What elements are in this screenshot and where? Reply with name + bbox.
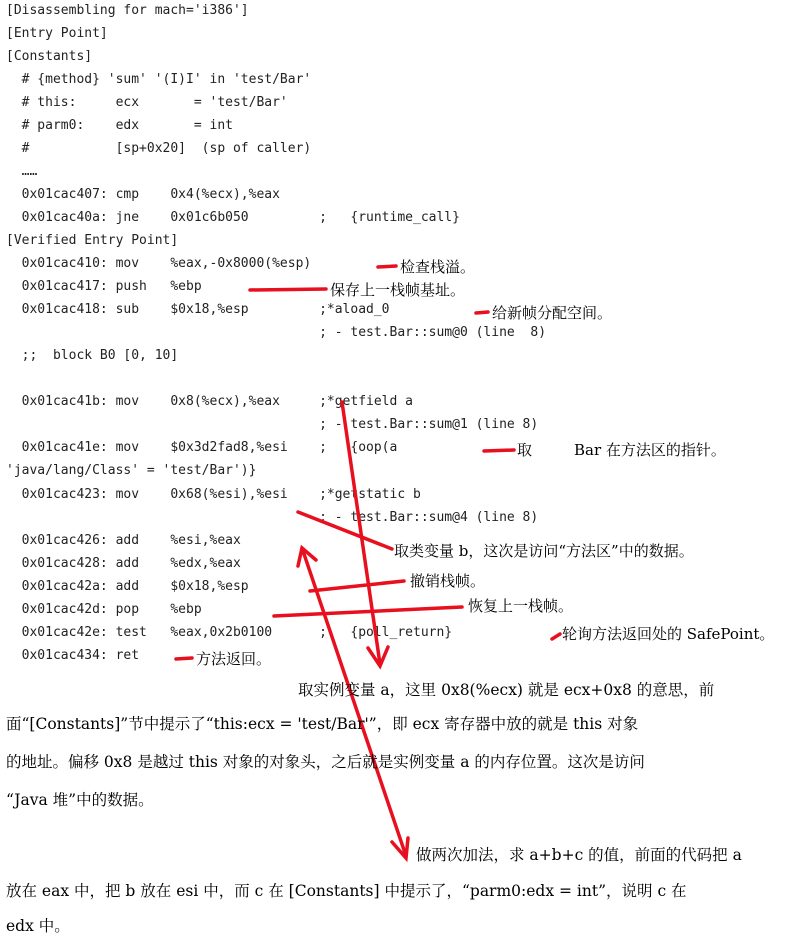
code-line: ; - test.Bar::sum@1 (line 8) bbox=[6, 417, 539, 432]
annotation-undo-frame: 撤销栈帧。 bbox=[410, 572, 486, 590]
code-line: ; - test.Bar::sum@0 (line 8) bbox=[6, 325, 547, 340]
annotation-get-ptr-b: Bar 在方法区的指针。 bbox=[574, 441, 726, 459]
arrow-restore-frame bbox=[274, 607, 462, 616]
code-line: 0x01cac434: ret bbox=[6, 648, 140, 663]
code-line: 0x01cac40a: jne 0x01c6b050 ; {runtime_call} bbox=[6, 210, 460, 225]
annotation-safepoint: 轮询方法返回处的 SafePoint。 bbox=[562, 625, 775, 643]
code-line: 0x01cac42a: add $0x18,%esp bbox=[6, 579, 249, 594]
paragraph-line: edx 中。 bbox=[6, 917, 70, 935]
code-line: [Disassembling for mach='i386'] bbox=[6, 3, 249, 18]
arrow-return bbox=[176, 658, 192, 659]
paragraph-line: 放在 eax 中，把 b 放在 esi 中，而 c 在 [Constants] 中提示了，“parm0:edx = int”，说明 c 在 bbox=[6, 882, 687, 900]
code-line: 'java/lang/Class' = 'test/Bar')} bbox=[6, 463, 257, 478]
code-line: 0x01cac41e: mov $0x3d2fad8,%esi ; {oop(a bbox=[6, 440, 398, 455]
paragraph-line: “Java 堆”中的数据。 bbox=[6, 791, 154, 809]
code-line: [Entry Point] bbox=[6, 26, 108, 41]
annotation-alloc-frame: 给新帧分配空间。 bbox=[492, 304, 613, 322]
code-line: 0x01cac407: cmp 0x4(%ecx),%eax bbox=[6, 187, 280, 202]
annotation-static-b: 取类变量 b，这次是访问“方法区”中的数据。 bbox=[394, 542, 694, 560]
annotation-save-frame: 保存上一栈帧基址。 bbox=[330, 281, 466, 299]
annotation-method-return: 方法返回。 bbox=[196, 650, 272, 668]
paragraph-line: 取实例变量 a，这里 0x8(%ecx) 就是 ecx+0x8 的意思，前 bbox=[298, 681, 715, 699]
code-line: 0x01cac423: mov 0x68(%esi),%esi ;*getstatic b bbox=[6, 487, 421, 502]
code-line: 0x01cac428: add %edx,%eax bbox=[6, 556, 241, 571]
code-line: ;; block B0 [0, 10] bbox=[6, 348, 179, 363]
code-line: # parm0: edx = int bbox=[6, 118, 233, 133]
paragraph-line: 面“[Constants]”节中提示了“this:ecx = 'test/Bar'”，即 ecx 寄存器中放的就是 this 对象 bbox=[6, 715, 639, 733]
arrow-save-frame bbox=[250, 289, 326, 290]
code-line: 0x01cac417: push %ebp bbox=[6, 279, 202, 294]
arrow-alloc-frame bbox=[476, 312, 488, 313]
code-line: # this: ecx = 'test/Bar' bbox=[6, 95, 288, 110]
code-line: ; - test.Bar::sum@4 (line 8) bbox=[6, 510, 539, 525]
code-line: [Constants] bbox=[6, 49, 93, 64]
annotation-restore-frame: 恢复上一栈帧。 bbox=[468, 597, 574, 615]
code-line: 0x01cac41b: mov 0x8(%ecx),%eax ;*getfield a bbox=[6, 394, 413, 409]
code-line: 0x01cac418: sub $0x18,%esp ;*aload_0 bbox=[6, 302, 390, 317]
paragraph-line: 的地址。偏移 0x8 是越过 this 对象的对象头，之后就是实例变量 a 的内存位置。这次是访问 bbox=[6, 753, 645, 771]
code-line: 0x01cac42e: test %eax,0x2b0100 ; {poll_return} bbox=[6, 625, 453, 640]
code-line: 0x01cac426: add %esi,%eax bbox=[6, 533, 241, 548]
arrow-static-b bbox=[298, 512, 392, 549]
arrow-stack-check bbox=[378, 266, 396, 267]
code-line: [Verified Entry Point] bbox=[6, 233, 179, 248]
code-line: 0x01cac42d: pop %ebp bbox=[6, 602, 202, 617]
code-line: # [sp+0x20] (sp of caller) bbox=[6, 141, 312, 156]
annotation-get-ptr-a: 取 bbox=[517, 441, 533, 459]
arrow-ptr bbox=[484, 450, 514, 451]
arrow-undo-frame bbox=[310, 581, 404, 591]
code-line: 0x01cac410: mov %eax,-0x8000(%esp) bbox=[6, 256, 312, 271]
arrow-safepoint bbox=[552, 634, 560, 639]
annotation-stack-check: 检查栈溢。 bbox=[400, 258, 476, 276]
code-line: …… bbox=[6, 164, 38, 179]
code-line: # {method} 'sum' '(I)I' in 'test/Bar' bbox=[6, 72, 312, 87]
paragraph-line: 做两次加法，求 a+b+c 的值，前面的代码把 a bbox=[416, 846, 742, 864]
